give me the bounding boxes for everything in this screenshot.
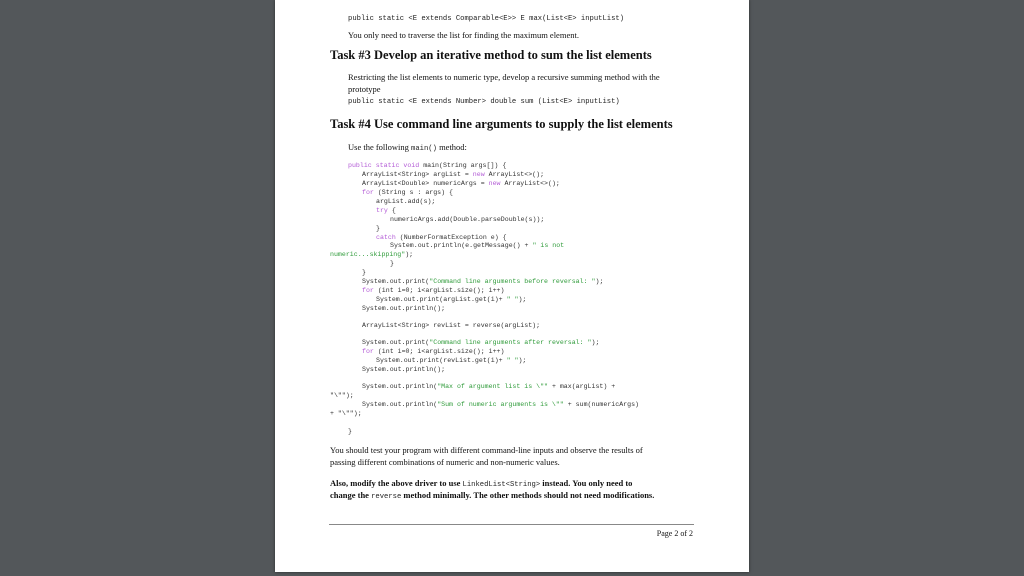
code-text: (String s : args) { — [373, 189, 454, 196]
code-line — [348, 162, 506, 170]
code-text: System.out.println( — [362, 401, 438, 408]
modify-code: LinkedList<String> — [462, 481, 541, 489]
method-signature-sum: public static <E extends Number> double sum (List<E> inputList) — [348, 98, 620, 106]
task3-paragraph-line1: Restricting the list elements to numeric type, develop a recursive summing method with the — [348, 72, 660, 82]
code-line — [362, 383, 615, 391]
modify-text-end: method minimally. The other methods should not need modifications. — [401, 490, 655, 500]
code-text: (int i=0; i<argList.size(); i++) — [373, 287, 505, 294]
code-string: "Command line arguments before reversal: " — [429, 278, 596, 285]
code-line — [376, 234, 507, 242]
code-line — [330, 251, 413, 259]
modify-paragraph-line2 — [330, 490, 654, 502]
task3-heading: Task #3 Develop an iterative method to sum the list elements — [330, 48, 652, 62]
modify-text-end: instead. You only need to — [540, 478, 633, 488]
task4-intro-code: main() — [411, 145, 437, 153]
code-line: + "\""); — [330, 410, 362, 417]
test-paragraph-line2: passing different combinations of numeric and non-numeric values. — [330, 457, 560, 467]
code-line — [362, 180, 560, 188]
code-line: } — [376, 225, 380, 232]
method-signature-max: public static <E extends Comparable<E>> E max(List<E> inputList) — [348, 15, 625, 23]
code-text: ArrayList<>(); — [484, 171, 545, 178]
code-string: " is not — [532, 242, 565, 249]
code-keyword: public static void — [348, 162, 420, 169]
code-keyword: catch — [376, 234, 396, 241]
code-line: numericArgs.add(Double.parseDouble(s)); — [390, 216, 545, 223]
code-text: ); — [518, 296, 527, 303]
code-keyword: for — [362, 189, 374, 196]
code-text: (int i=0; i<argList.size(); i++) — [373, 348, 505, 355]
code-string: "Command line arguments after reversal: " — [429, 339, 592, 346]
code-line: System.out.println(); — [362, 305, 446, 312]
code-text: ArrayList<>(); — [500, 180, 560, 187]
code-text: System.out.print(argList.get(i)+ — [376, 296, 507, 303]
code-line — [362, 189, 453, 197]
code-keyword: for — [362, 287, 374, 294]
code-string: "Max of argument list is \"" — [437, 383, 548, 390]
task4-intro — [348, 142, 467, 154]
code-text: System.out.println( — [362, 383, 438, 390]
document-page — [275, 0, 749, 572]
code-line: } — [390, 260, 394, 267]
code-line — [362, 348, 504, 356]
code-text: System.out.println(e.getMessage() + — [390, 242, 533, 249]
code-text: ); — [405, 251, 414, 258]
code-text: ); — [595, 278, 604, 285]
test-paragraph-line1: You should test your program with different command-line inputs and observe the results of — [330, 445, 643, 455]
code-line — [362, 339, 599, 347]
code-line — [376, 357, 526, 365]
code-keyword: new — [488, 180, 501, 187]
code-text: ArrayList<Double> numericArgs = — [362, 180, 489, 187]
code-line: } — [348, 428, 352, 435]
code-text: main(String args[]) { — [419, 162, 507, 169]
code-string: " " — [506, 357, 519, 364]
code-line: System.out.println(); — [362, 366, 446, 373]
code-text: System.out.print( — [362, 278, 430, 285]
code-keyword: new — [472, 171, 485, 178]
modify-text: Also, modify the above driver to use — [330, 478, 463, 488]
task4-intro-text: Use the following — [348, 142, 412, 152]
task4-heading: Task #4 Use command line arguments to supply the list elements — [330, 117, 673, 131]
code-line — [376, 296, 526, 304]
code-line — [390, 242, 564, 250]
code-text: + sum(numericArgs) — [563, 401, 639, 408]
code-line: } — [362, 269, 366, 276]
task4-intro-text-end: method: — [436, 142, 467, 152]
code-text: ArrayList<String> argList = — [362, 171, 473, 178]
code-line — [362, 287, 504, 295]
code-string: " " — [506, 296, 519, 303]
code-keyword: for — [362, 348, 374, 355]
code-string: "Sum of numeric arguments is \"" — [437, 401, 564, 408]
code-text: (NumberFormatException e) { — [395, 234, 507, 241]
code-keyword: try — [376, 207, 388, 214]
code-text: ); — [591, 339, 600, 346]
code-text: + max(argList) + — [547, 383, 616, 390]
modify-paragraph-line1 — [330, 478, 632, 490]
code-line — [362, 171, 544, 179]
code-line: "\""); — [330, 392, 354, 399]
code-line: argList.add(s); — [376, 198, 436, 205]
modify-text: change the — [330, 490, 372, 500]
code-string: numeric...skipping" — [330, 251, 406, 258]
code-text: System.out.print(revList.get(i)+ — [376, 357, 507, 364]
modify-code: reverse — [371, 493, 402, 501]
code-text: System.out.print( — [362, 339, 430, 346]
code-text: { — [387, 207, 396, 214]
code-line: ArrayList<String> revList = reverse(argList); — [362, 322, 541, 329]
page-number: Page 2 of 2 — [656, 529, 693, 538]
task3-paragraph-line2: prototype — [348, 84, 381, 94]
footer-divider — [329, 524, 694, 525]
code-line — [376, 207, 396, 215]
note-max: You only need to traverse the list for finding the maximum element. — [348, 30, 579, 40]
code-line — [362, 278, 603, 286]
code-text: ); — [518, 357, 527, 364]
code-line — [362, 401, 639, 409]
